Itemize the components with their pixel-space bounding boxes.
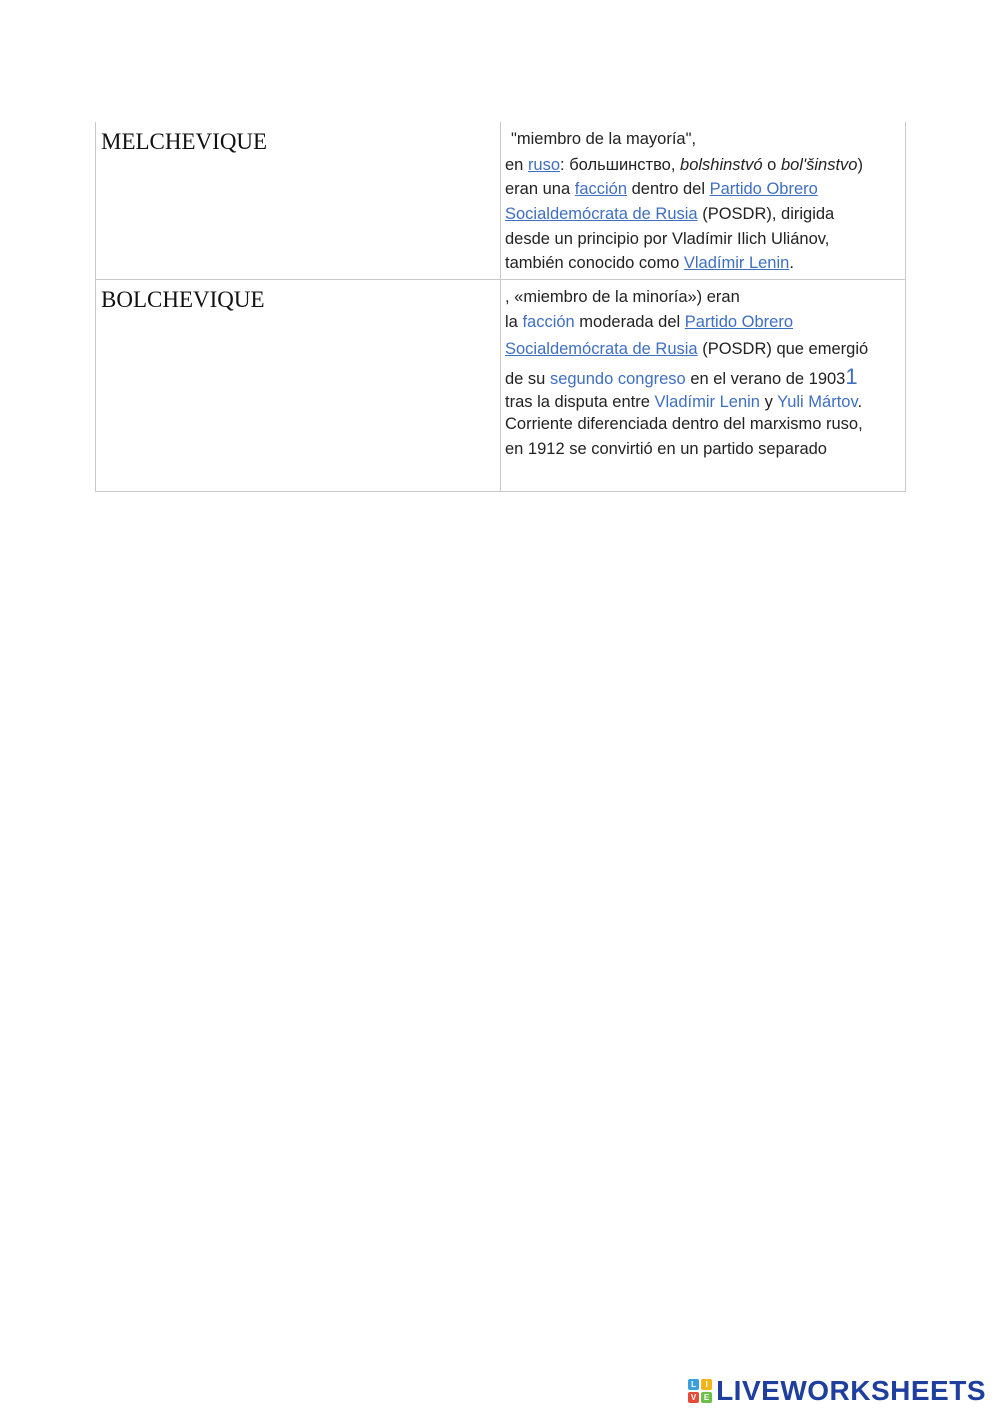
link-ruso[interactable]: ruso xyxy=(527,156,561,174)
logo-mark-l: L xyxy=(688,1379,699,1390)
text: y xyxy=(759,393,778,411)
link-socialdemocrata[interactable]: Socialdemócrata de Rusia xyxy=(505,340,698,358)
logo-text: LIVEWORKSHEETS xyxy=(716,1375,986,1406)
text: eran una xyxy=(505,180,575,198)
text: ) xyxy=(857,156,863,174)
definition-line xyxy=(505,363,905,390)
link-partido-obrero[interactable]: Partido Obrero xyxy=(684,313,794,331)
liveworksheets-logo xyxy=(688,1377,986,1405)
logo-mark-i: I xyxy=(701,1379,712,1390)
definition-line xyxy=(505,390,905,412)
link-vladimir-lenin[interactable]: Vladímir Lenin xyxy=(683,254,790,272)
text: moderada del xyxy=(574,313,685,331)
footnote-1[interactable]: 1 xyxy=(845,364,858,389)
italic-text: bolshinstvó xyxy=(680,156,763,174)
definition-line xyxy=(505,285,905,309)
definition-text xyxy=(501,280,905,461)
definition-line xyxy=(505,153,905,177)
definition-text xyxy=(501,122,905,275)
text: también conocido como xyxy=(505,254,684,272)
definition-cell xyxy=(501,280,906,492)
link-faccion[interactable]: facción xyxy=(574,180,628,198)
term-melchevique: MELCHEVIQUE xyxy=(101,129,268,154)
link-faccion[interactable]: facción xyxy=(522,313,575,331)
definitions-table xyxy=(95,122,906,492)
definition-line xyxy=(505,202,905,227)
logo-mark-icon xyxy=(688,1379,712,1403)
table-row xyxy=(96,122,906,280)
link-vladimir-lenin[interactable]: Vladímir Lenin xyxy=(654,393,760,411)
text: "miembro de la mayoría", xyxy=(511,130,697,148)
definition-line xyxy=(505,412,905,437)
text: , «miembro de la minoría») eran xyxy=(505,288,740,306)
link-yuli-martov[interactable]: Yuli Mártov xyxy=(777,393,858,411)
definition-line xyxy=(505,177,905,202)
definition-line xyxy=(505,127,905,153)
text: (POSDR) que emergió xyxy=(697,340,869,358)
term-bolchevique: BOLCHEVIQUE xyxy=(101,287,265,312)
italic-text: bol'šinstvo xyxy=(780,156,858,174)
definition-cell xyxy=(501,122,906,280)
text: de su xyxy=(505,370,550,388)
logo-mark-v: V xyxy=(688,1392,699,1403)
definition-line xyxy=(505,309,905,336)
definition-line xyxy=(505,336,905,363)
text: la xyxy=(505,313,523,331)
text: . xyxy=(789,254,794,272)
text: o xyxy=(762,156,781,174)
link-socialdemocrata[interactable]: Socialdemócrata de Rusia xyxy=(505,205,698,223)
text: Corriente diferenciada dentro del marxismo ruso, xyxy=(505,415,863,433)
definition-line xyxy=(505,227,905,251)
text: en el verano de 1903 xyxy=(685,370,846,388)
text: (POSDR), dirigida xyxy=(697,205,835,223)
text: tras la disputa entre xyxy=(505,393,655,411)
text: en xyxy=(505,156,528,174)
link-partido-obrero[interactable]: Partido Obrero xyxy=(709,180,818,198)
definition-line xyxy=(505,437,905,461)
text: . xyxy=(857,393,863,411)
term-cell xyxy=(96,122,501,280)
logo-mark-e: E xyxy=(701,1392,712,1403)
term-cell xyxy=(96,280,501,492)
definition-line xyxy=(505,251,905,275)
table-row xyxy=(96,280,906,492)
text: desde un principio por Vladímir Ilich Uliánov, xyxy=(505,230,830,248)
text: en 1912 se convirtió en un partido separado xyxy=(505,440,827,458)
text: : большинство, xyxy=(560,156,681,174)
text: dentro del xyxy=(627,180,710,198)
link-segundo-congreso[interactable]: segundo congreso xyxy=(549,370,686,388)
